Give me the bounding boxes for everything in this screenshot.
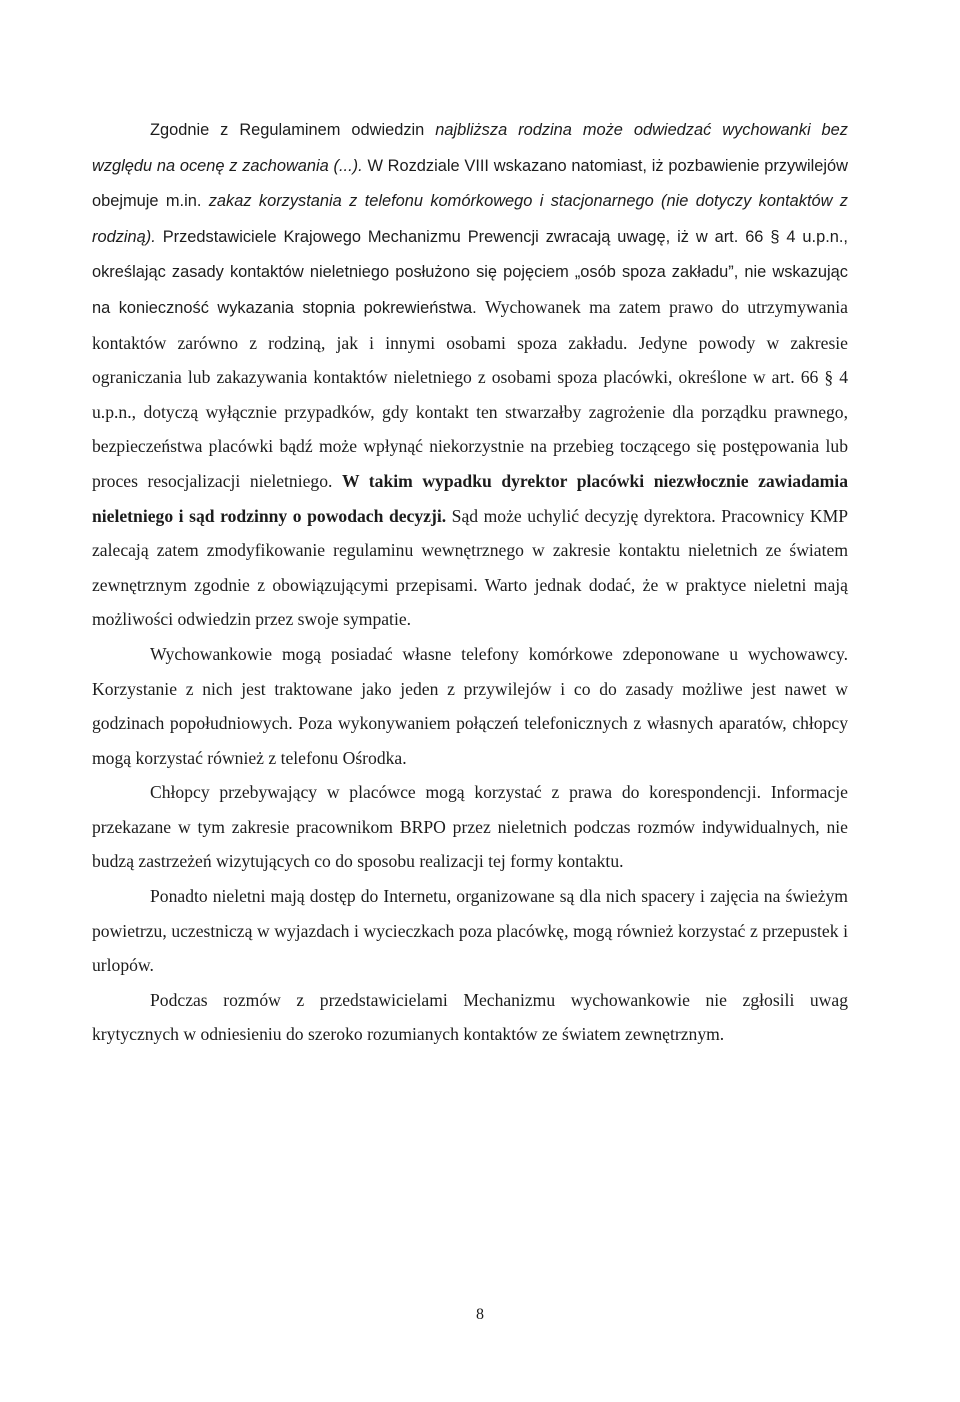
paragraph-correspondence xyxy=(92,775,848,879)
paragraph-no-complaints xyxy=(92,983,848,1052)
paragraph-internet-access xyxy=(92,879,848,983)
bold-statement: W takim wypadku dyrektor placówki niezwłocznie zawiadamia nieletniego i sąd rodzinny o powodach decyzji. xyxy=(92,470,848,526)
paragraph-visitation-rules xyxy=(92,112,848,637)
text-run: Podczas rozmów z przedstawicielami Mechanizmu wychowankowie nie zgłosili uwag krytycznych w odniesieniu do szeroko rozumianych kontaktów ze światem zewnętrznym. xyxy=(92,989,848,1045)
paragraph-mobile-phones xyxy=(92,637,848,775)
page-number: 8 xyxy=(476,1306,484,1323)
italic-quote: zakaz korzystania z telefonu komórkowego i stacjonarnego (nie dotyczy kontaktów z rodziną). xyxy=(92,192,848,246)
text-run: Wychowankowie mogą posiadać własne telefony komórkowe zdeponowane u wychowawcy. Korzystanie z nich jest traktowane jako jeden z przywilejów i co do zasady możliwe jest nawet w godzinach popołudniowych. Poza wykonywaniem połączeń telefonicznych z własnych aparatów, chłopcy mogą korzystać również z telefonu Ośrodka. xyxy=(92,643,848,768)
text-run: Ponadto nieletni mają dostęp do Internetu, organizowane są dla nich spacery i zajęcia na świeżym powietrzu, uczestniczą w wyjazdach i wycieczkach poza placówkę, mogą również korzystać z przepustek i urlopów. xyxy=(92,886,848,976)
text-run: Sąd może uchylić decyzję dyrektora. Pracownicy KMP zalecają zatem zmodyfikowanie regulaminu wewnętrznego w zakresie kontaktu nieletnich ze światem zewnętrznym zgodnie z obowiązującymi przepisami. Warto jednak dodać, że w praktyce nieletni mają możliwości odwiedzin przez swoje sympatie. xyxy=(92,505,849,630)
text-run: Zgodnie z Regulaminem odwiedzin xyxy=(150,121,436,139)
text-run: Chłopcy przebywający w placówce mogą korzystać z prawa do korespondencji. Informacje przekazane w tym zakresie pracownikom BRPO przez nieletnich podczas rozmów indywidualnych, nie budzą zastrzeżeń wizytujących co do sposobu realizacji tej formy kontaktu. xyxy=(92,782,848,872)
document-page xyxy=(92,112,848,1052)
text-run: Wychowanek ma zatem prawo do utrzymywania kontaktów zarówno z rodziną, jak i innymi osobami spoza zakładu. Jedyne powody w zakresie ograniczania lub zakazywania kontaktów nieletniego z osobami spoza placówki, określone w art. 66 § 4 u.p.n., dotyczą wyłącznie przypadków, gdy kontakt ten stwarzałby zagrożenie dla porządku prawnego, bezpieczeństwa placówki bądź może wpłynąć niekorzystnie na przebieg toczącego się postępowania lub proces resocjalizacji nieletniego. xyxy=(92,296,848,491)
italic-quote: najbliższa rodzina może odwiedzać wychowanki bez względu na ocenę z zachowania (...). xyxy=(92,121,848,175)
text-run: Przedstawiciele Krajowego Mechanizmu Prewencji zwracają uwagę, iż w art. 66 § 4 u.p.n., określając zasady kontaktów nieletniego posłużono się pojęciem „osób spoza zakładu”, nie wskazując na konieczność wykazania stopnia pokrewieństwa. xyxy=(92,227,848,317)
text-run: W Rozdziale VIII wskazano natomiast, iż pozbawienie przywilejów obejmuje m.in. xyxy=(92,156,848,211)
